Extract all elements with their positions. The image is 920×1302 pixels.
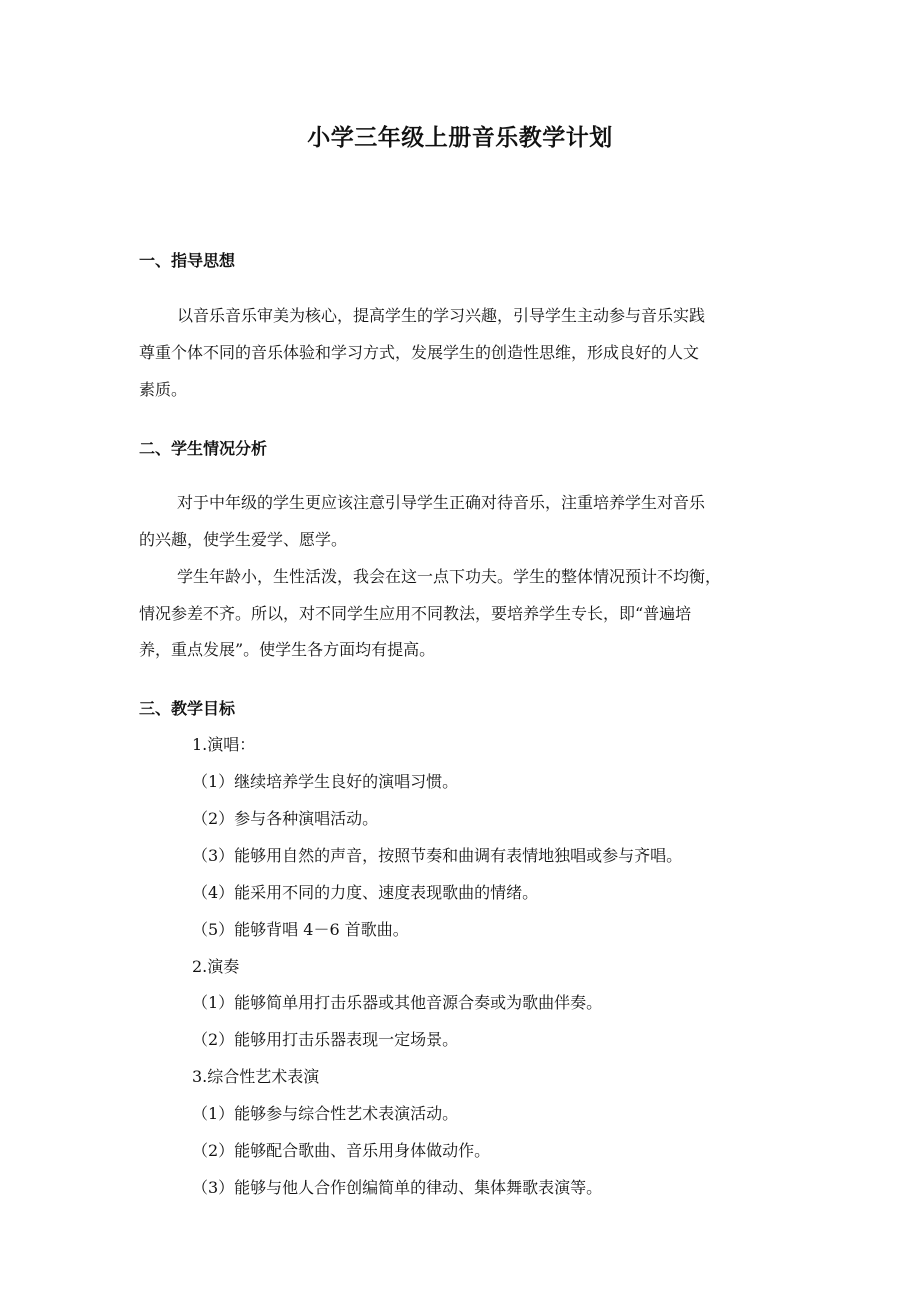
paragraph-line: 养，重点发展”。使学生各方面均有提高。: [139, 640, 436, 659]
goal-category: 3.综合性艺术表演: [192, 1067, 320, 1086]
goal-item: （3）能够与他人合作创编简单的律动、集体舞歌表演等。: [192, 1178, 603, 1197]
goal-category: 1.演唱：: [192, 735, 256, 754]
goal-category: 2.演奏: [192, 957, 240, 976]
section-heading-teaching-goals: 三、教学目标: [139, 699, 236, 718]
goal-item: （1）能够简单用打击乐器或其他音源合奏或为歌曲伴奏。: [192, 993, 603, 1012]
paragraph-line: 情况参差不齐。所以，对不同学生应用不同教法，要培养学生专长，即“普遍培: [139, 604, 692, 623]
document-title: 小学三年级上册音乐教学计划: [307, 125, 613, 151]
paragraph-line: 尊重个体不同的音乐体验和学习方式，发展学生的创造性思维，形成良好的人文: [139, 343, 700, 362]
goal-item: （2）能够配合歌曲、音乐用身体做动作。: [192, 1141, 491, 1160]
goal-item: （3）能够用自然的声音，按照节奏和曲调有表情地独唱或参与齐唱。: [192, 846, 683, 865]
paragraph-line: 以音乐音乐审美为核心，提高学生的学习兴趣，引导学生主动参与音乐实践: [177, 306, 706, 325]
goal-item: （1）能够参与综合性艺术表演活动。: [192, 1104, 459, 1123]
paragraph-line: 的兴趣，使学生爱学、愿学。: [139, 530, 348, 549]
paragraph-line: 素质。: [139, 380, 188, 399]
goal-item: （2）参与各种演唱活动。: [192, 809, 379, 828]
paragraph-line: 对于中年级的学生更应该注意引导学生正确对待音乐，注重培养学生对音乐: [177, 493, 706, 512]
goal-item: （4）能采用不同的力度、速度表现歌曲的情绪。: [192, 883, 539, 902]
goal-item: （1）继续培养学生良好的演唱习惯。: [192, 772, 459, 791]
section-heading-guiding-ideology: 一、指导思想: [139, 251, 236, 270]
goal-item: （2）能够用打击乐器表现一定场景。: [192, 1030, 459, 1049]
section-heading-student-analysis: 二、学生情况分析: [139, 439, 268, 458]
goal-item: （5）能够背唱 4－6 首歌曲。: [192, 920, 409, 939]
paragraph-line: 学生年龄小，生性活泼，我会在这一点下功夫。学生的整体情况预计不均衡，: [177, 567, 722, 586]
